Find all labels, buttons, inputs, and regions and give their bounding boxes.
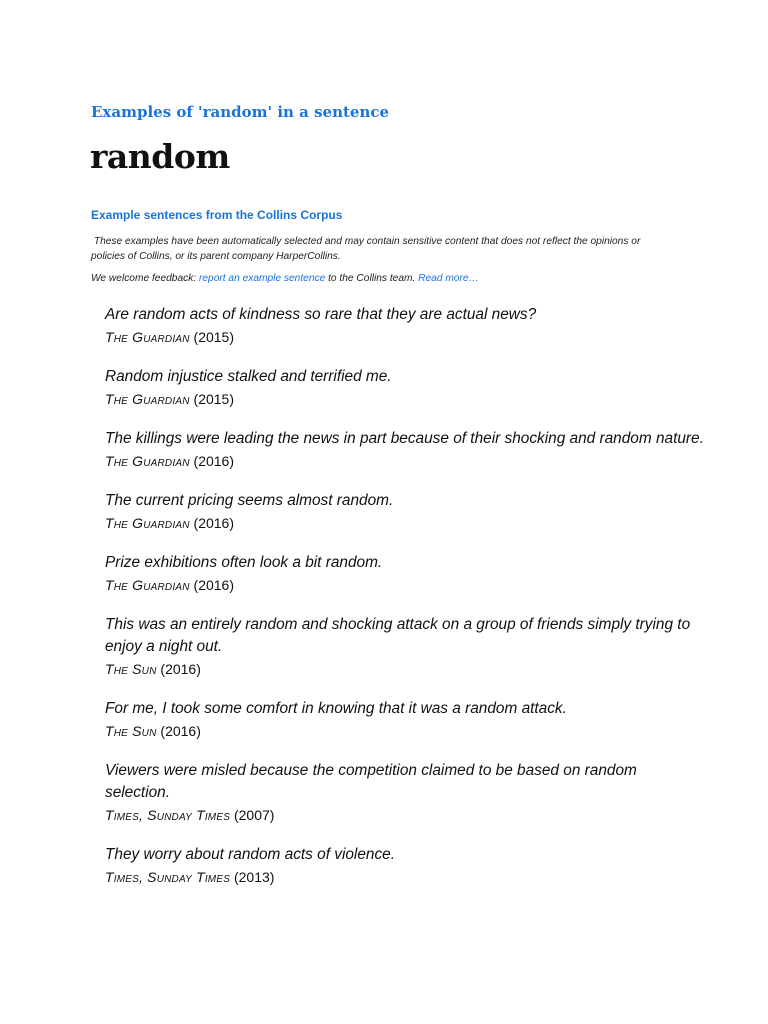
example-source — [105, 512, 705, 534]
example-publication: Times, Sunday Times — [105, 869, 231, 885]
report-example-link[interactable]: report an example sentence — [198, 273, 326, 284]
feedback-middle: to the Collins team. — [325, 273, 419, 284]
example-sentence: The killings were leading the news in part because of their shocking and random nature. — [105, 430, 704, 447]
example-publication: The Guardian — [105, 453, 190, 469]
example-sentence: The current pricing seems almost random. — [105, 492, 394, 509]
example-item — [105, 698, 705, 742]
example-year: (2007) — [233, 807, 275, 823]
example-year: (2016) — [193, 577, 234, 593]
example-sentence: They worry about random acts of violence. — [105, 846, 395, 863]
example-item — [105, 614, 705, 680]
example-year: (2016) — [193, 453, 234, 469]
section-title: Examples of 'random' in a sentence — [91, 103, 390, 121]
example-publication: The Sun — [105, 723, 157, 739]
example-year: (2016) — [160, 723, 201, 739]
example-source — [105, 326, 705, 348]
example-source — [105, 450, 705, 472]
feedback-prefix: We welcome feedback: — [91, 273, 199, 284]
example-list — [105, 304, 705, 906]
corpus-title: Example sentences from the Collins Corpus — [91, 208, 343, 222]
example-year: (2013) — [233, 869, 275, 885]
example-item — [105, 844, 705, 888]
feedback-line — [91, 273, 479, 284]
example-source — [105, 804, 705, 826]
example-year: (2016) — [193, 515, 234, 531]
example-year: (2015) — [193, 391, 234, 407]
example-publication: The Sun — [105, 661, 157, 677]
example-publication: The Guardian — [105, 391, 190, 407]
example-year: (2016) — [160, 661, 201, 677]
example-publication: Times, Sunday Times — [105, 807, 231, 823]
example-sentence: Prize exhibitions often look a bit random. — [105, 554, 383, 571]
example-item — [105, 490, 705, 534]
example-source — [105, 574, 705, 596]
example-item — [105, 428, 705, 472]
example-item — [105, 552, 705, 596]
example-source — [105, 720, 705, 742]
disclaimer-text: These examples have been automatically selected and may contain sensitive content that does not reflect the opinions or policies of Collins, or its parent company HarperCollins. — [91, 236, 644, 262]
example-publication: The Guardian — [105, 329, 190, 345]
read-more-link[interactable]: Read more… — [418, 273, 479, 284]
example-item — [105, 760, 705, 826]
example-source — [105, 388, 705, 410]
example-sentence: Random injustice stalked and terrified me. — [105, 368, 392, 385]
headword: random — [90, 137, 230, 176]
example-sentence: Are random acts of kindness so rare that they are actual news? — [105, 306, 537, 323]
example-year: (2015) — [193, 329, 234, 345]
example-item — [105, 366, 705, 410]
example-sentence: Viewers were misled because the competition claimed to be based on random selection. — [105, 762, 637, 801]
example-source — [105, 866, 705, 888]
example-publication: The Guardian — [105, 577, 190, 593]
example-sentence: For me, I took some comfort in knowing that it was a random attack. — [105, 700, 567, 717]
example-item — [105, 304, 705, 348]
example-sentence: This was an entirely random and shocking attack on a group of friends simply trying to enjoy a night out. — [105, 616, 691, 655]
example-publication: The Guardian — [105, 515, 190, 531]
example-source — [105, 658, 705, 680]
